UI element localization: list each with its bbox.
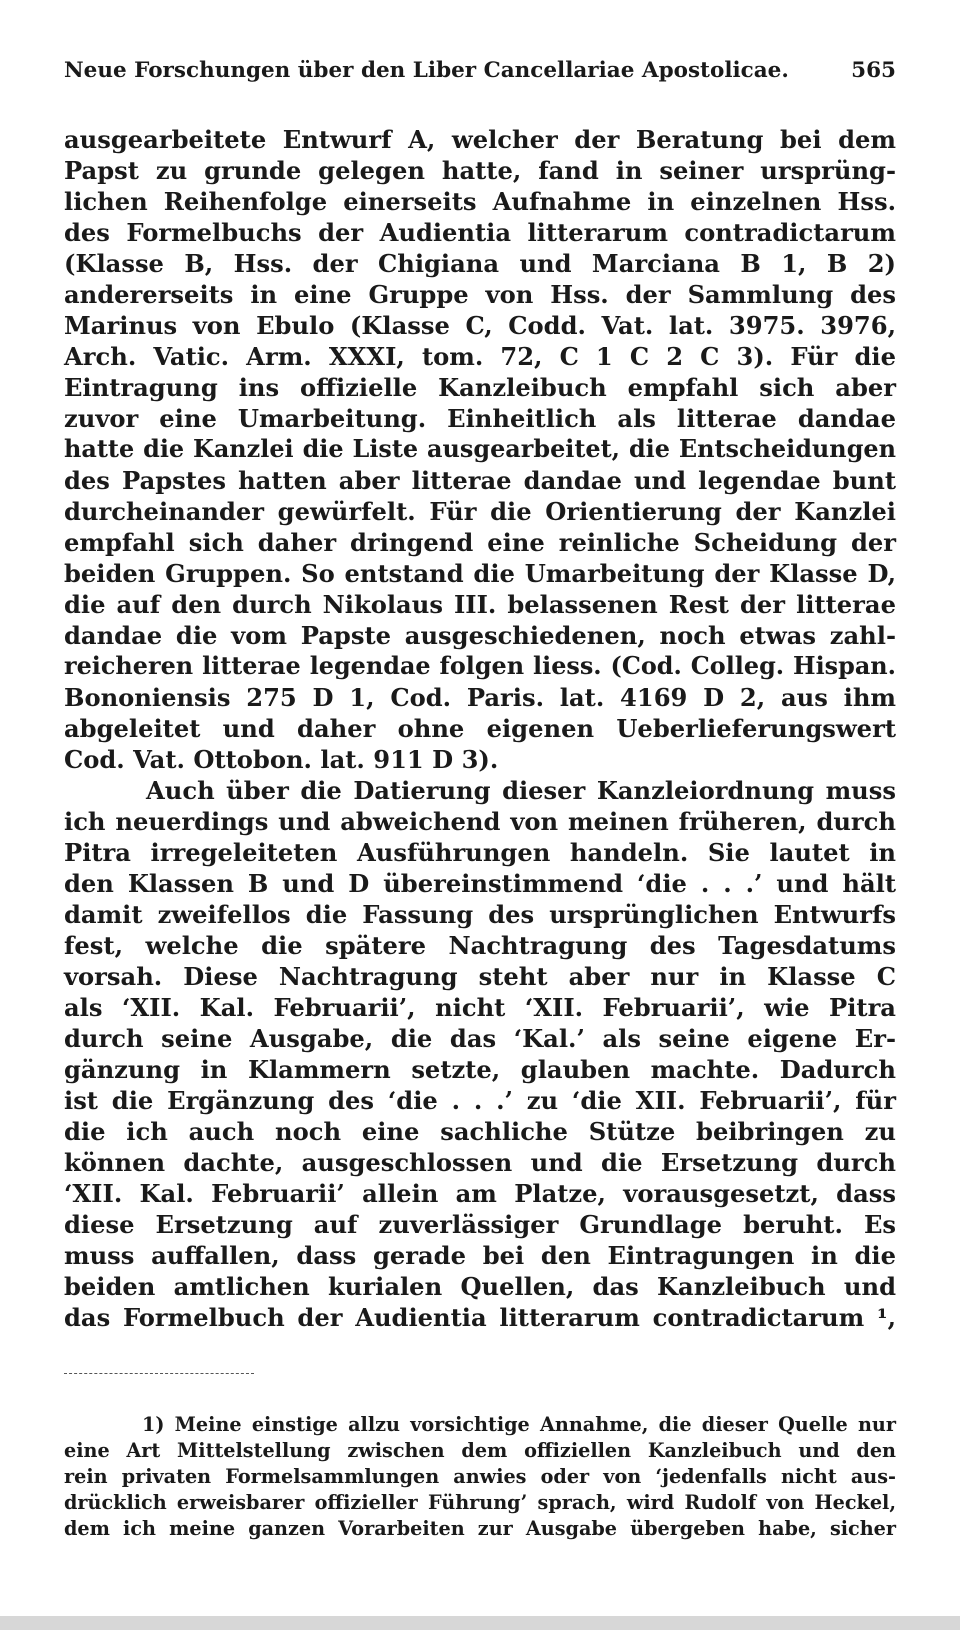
footnote-line: rein privaten Formelsammlungen anwies oder von ‘jedenfalls nicht aus- — [64, 1465, 896, 1488]
text-line: diese Ersetzung auf zuverlässiger Grundlage beruht. Es — [64, 1210, 896, 1239]
text-line: (Klasse B, Hss. der Chigiana und Marciana B 1, B 2) — [64, 249, 896, 278]
text-line: vorsah. Diese Nachtragung steht aber nur in Klasse C — [64, 962, 896, 991]
text-line: abgeleitet und daher ohne eigenen Ueberlieferungswert — [64, 714, 896, 743]
text-line: ausgearbeitete Entwurf A, welcher der Beratung bei dem — [64, 125, 896, 154]
text-line: andererseits in eine Gruppe von Hss. der Sammlung des — [64, 280, 896, 309]
text-line: Cod. Vat. Ottobon. lat. 911 D 3). — [64, 745, 499, 774]
text-line: können dachte, ausgeschlossen und die Ersetzung durch — [64, 1148, 896, 1177]
text-line: zuvor eine Umarbeitung. Einheitlich als litterae dandae — [64, 404, 896, 433]
running-head-title: Neue Forschungen über den Liber Cancellariae Apostolicae. — [64, 58, 789, 83]
footnote-line: 1) Meine einstige allzu vorsichtige Annahme, die dieser Quelle nur — [142, 1413, 896, 1436]
running-head — [64, 58, 896, 94]
text-line: Marinus von Ebulo (Klasse C, Codd. Vat. lat. 3975. 3976, — [64, 311, 896, 340]
text-line: empfahl sich daher dringend eine reinliche Scheidung der — [64, 528, 896, 557]
text-line: als ‘XII. Kal. Februarii’, nicht ‘XII. Februarii’, wie Pitra — [64, 993, 896, 1022]
text-line: muss auffallen, dass gerade bei den Eintragungen in die — [64, 1241, 896, 1270]
text-line: fest, welche die spätere Nachtragung des Tagesdatums — [64, 931, 896, 960]
text-line: ist die Ergänzung des ‘die . . .’ zu ‘die XII. Februarii’, für — [64, 1086, 896, 1115]
text-line: dandae die vom Papste ausgeschiedenen, noch etwas zahl- — [64, 621, 896, 650]
text-line: Pitra irregeleiteten Ausführungen handeln. Sie lautet in — [64, 838, 896, 867]
book-page — [64, 58, 896, 1542]
text-line: lichen Reihenfolge einerseits Aufnahme in einzelnen Hss. — [64, 187, 896, 216]
footnote-line: eine Art Mittelstellung zwischen dem offiziellen Kanzleibuch und den — [64, 1439, 896, 1462]
text-line: damit zweifellos die Fassung des ursprünglichen Entwurfs — [64, 900, 896, 929]
text-line: gänzung in Klammern setzte, glauben machte. Dadurch — [64, 1055, 896, 1084]
text-line: die ich auch noch eine sachliche Stütze beibringen zu — [64, 1117, 896, 1146]
text-line: ‘XII. Kal. Februarii’ allein am Platze, vorausgesetzt, dass — [64, 1179, 896, 1208]
text-line: reicheren litterae legendae folgen liess. (Cod. Colleg. Hispan. — [64, 652, 896, 680]
text-line: den Klassen B und D übereinstimmend ‘die . . .’ und hält — [64, 869, 896, 898]
text-line: beiden amtlichen kurialen Quellen, das Kanzleibuch und — [64, 1272, 896, 1301]
text-line: das Formelbuch der Audientia litterarum contradictarum ¹, — [64, 1303, 896, 1332]
text-line: durch seine Ausgabe, die das ‘Kal.’ als seine eigene Er- — [64, 1024, 896, 1053]
footnote — [64, 1412, 896, 1542]
text-line: Arch. Vatic. Arm. XXXI, tom. 72, C 1 C 2 C 3). Für die — [64, 342, 896, 371]
footnote-separator — [64, 1373, 254, 1374]
scan-bottom-edge — [0, 1616, 960, 1630]
page-number: 565 — [851, 58, 896, 83]
text-line: des Formelbuchs der Audientia litterarum contradictarum — [64, 218, 896, 247]
main-text — [64, 124, 896, 1333]
text-line: Eintragung ins offizielle Kanzleibuch empfahl sich aber — [64, 373, 896, 402]
paragraph-start-line: Auch über die Datierung dieser Kanzleiordnung muss — [146, 776, 896, 805]
text-line: des Papstes hatten aber litterae dandae und legendae bunt — [64, 466, 896, 495]
text-line: ich neuerdings und abweichend von meinen früheren, durch — [64, 807, 896, 836]
text-line: die auf den durch Nikolaus III. belassenen Rest der litterae — [64, 590, 896, 619]
text-line: Bononiensis 275 D 1, Cod. Paris. lat. 4169 D 2, aus ihm — [64, 683, 896, 712]
text-line: Papst zu grunde gelegen hatte, fand in seiner ursprüng- — [64, 156, 896, 185]
footnote-line: drücklich erweisbarer offizieller Führung’ sprach, wird Rudolf von Heckel, — [64, 1491, 896, 1514]
text-line: durcheinander gewürfelt. Für die Orientierung der Kanzlei — [64, 497, 896, 526]
footnote-line: dem ich meine ganzen Vorarbeiten zur Ausgabe übergeben habe, sicher — [64, 1517, 896, 1540]
text-line: beiden Gruppen. So entstand die Umarbeitung der Klasse D, — [64, 559, 896, 588]
text-line: hatte die Kanzlei die Liste ausgearbeitet, die Entscheidungen — [64, 435, 896, 463]
